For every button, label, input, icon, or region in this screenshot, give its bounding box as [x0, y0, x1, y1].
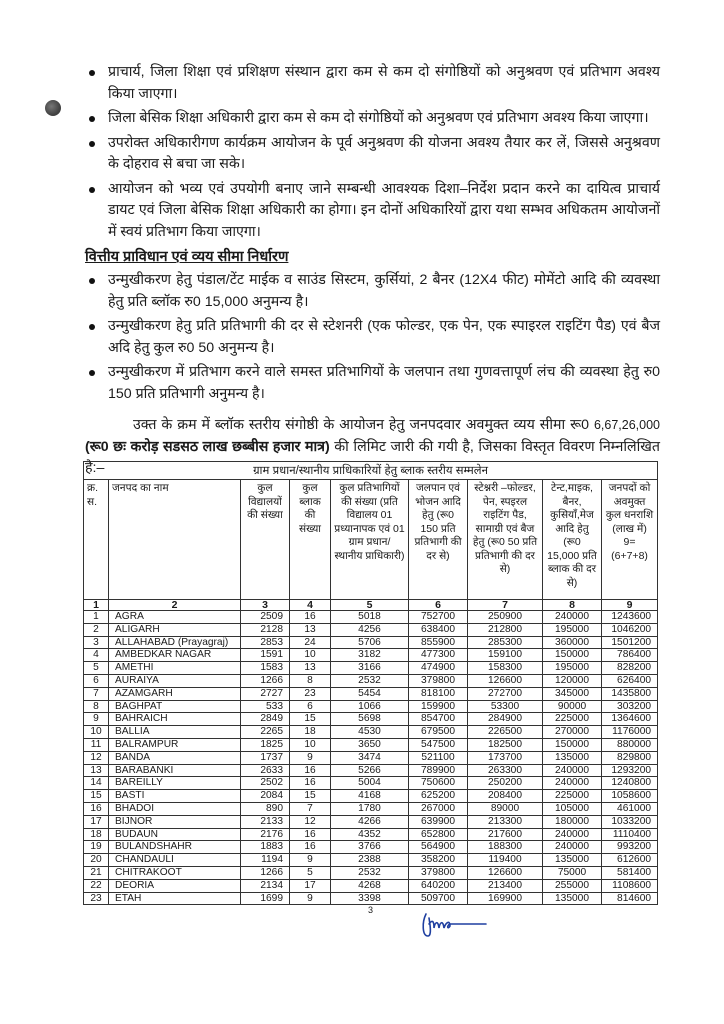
cell-tent: 240000 [543, 611, 602, 624]
cell-refreshment: 358200 [409, 854, 468, 867]
cell-blocks: 18 [290, 726, 331, 739]
cell-schools: 2133 [241, 815, 290, 828]
table-row [84, 738, 658, 751]
bullet-item: उन्मुखीकरण में प्रतिभाग करने वाले समस्त प्रतिभागियों के जलपान तथा गुणवत्तापूर्ण लंच की व्यवस्था हेतु रु0 150 प्रति प्रतिभागी अनुमन्य है। [88, 362, 660, 405]
cell-blocks: 17 [290, 879, 331, 892]
cell-stationery: 213400 [468, 879, 543, 892]
cell-stationery: 182500 [468, 738, 543, 751]
cell-participants: 2532 [331, 674, 409, 687]
cell-tent: 225000 [543, 790, 602, 803]
cell-total: 1108600 [602, 879, 658, 892]
cell-total: 993200 [602, 841, 658, 854]
cell-participants: 3166 [331, 662, 409, 675]
cell-schools: 2502 [241, 777, 290, 790]
signature-icon [420, 910, 500, 940]
cell-blocks: 23 [290, 687, 331, 700]
column-number: 3 [241, 600, 290, 611]
cell-participants: 5698 [331, 713, 409, 726]
cell-district: BUDAUN [109, 828, 241, 841]
cell-stationery: 126600 [468, 674, 543, 687]
cell-tent: 195000 [543, 623, 602, 636]
cell-participants: 4256 [331, 623, 409, 636]
table-row [84, 764, 658, 777]
cell-stationery: 285300 [468, 636, 543, 649]
cell-stationery: 213300 [468, 815, 543, 828]
cell-total: 880000 [602, 738, 658, 751]
header-stationery: स्टेश्नरी –फोल्डर, पेन, स्पइरल राइटिंग पैड, सामाग्री एवं बैज हेतु (रू0 50 प्रति प्रतिभागी की दर से) [468, 480, 543, 600]
table-row [84, 854, 658, 867]
cell-blocks: 9 [290, 751, 331, 764]
cell-blocks: 15 [290, 713, 331, 726]
cell-schools: 2853 [241, 636, 290, 649]
cell-total: 461000 [602, 802, 658, 815]
column-number: 8 [543, 600, 602, 611]
cell-refreshment: 638400 [409, 623, 468, 636]
cell-blocks: 7 [290, 802, 331, 815]
cell-district: AGRA [109, 611, 241, 624]
cell-stationery: 212800 [468, 623, 543, 636]
table-row [84, 879, 658, 892]
cell-blocks: 13 [290, 623, 331, 636]
paragraph-text: उक्त के क्रम में ब्लॉक स्तरीय संगोष्ठी के आयोजन हेतु जनपदवार अवमुक्त व्यय सीमा रू0 [133, 417, 594, 433]
cell-schools: 533 [241, 700, 290, 713]
bullet-item: प्राचार्य, जिला शिक्षा एवं प्रशिक्षण संस्थान द्वारा कम से कम दो संगोष्ठियों को अनुश्रवण एवं प्रतिभाग अवश्य किया जाएगा। [88, 62, 660, 105]
cell-district: BALLIA [109, 726, 241, 739]
cell-tent: 120000 [543, 674, 602, 687]
cell-blocks: 16 [290, 764, 331, 777]
cell-stationery: 208400 [468, 790, 543, 803]
cell-district: CHITRAKOOT [109, 866, 241, 879]
cell-tent: 135000 [543, 892, 602, 905]
cell-tent: 240000 [543, 841, 602, 854]
cell-serial: 16 [84, 802, 109, 815]
cell-total: 581400 [602, 866, 658, 879]
bullet-item: उन्मुखीकरण हेतु पंडाल/टेंट माईक व साउंड सिस्टम, कुर्सियां, 2 बैनर (12X4 फीट) मोमेंटो आदि की व्यवस्था हेतु प्रति ब्लॉक रु0 15,000 अनुमन्य है। [88, 270, 660, 313]
bullet-item: जिला बेसिक शिक्षा अधिकारी द्वारा कम से कम दो संगोष्ठियों को अनुश्रवण एवं प्रतिभाग अवश्य किया जाएगा। [88, 108, 660, 130]
cell-schools: 2633 [241, 764, 290, 777]
column-number: 9 [602, 600, 658, 611]
cell-stationery: 284900 [468, 713, 543, 726]
cell-tent: 240000 [543, 777, 602, 790]
table-row [84, 815, 658, 828]
cell-tent: 225000 [543, 713, 602, 726]
header-refreshment: जलपान एवं भोजन आदि हेतु (रू0 150 प्रति प्रतिभागी की दर से) [409, 480, 468, 600]
cell-schools: 2128 [241, 623, 290, 636]
cell-blocks: 16 [290, 828, 331, 841]
cell-serial: 11 [84, 738, 109, 751]
cell-refreshment: 639900 [409, 815, 468, 828]
cell-tent: 135000 [543, 751, 602, 764]
cell-participants: 5018 [331, 611, 409, 624]
cell-schools: 2134 [241, 879, 290, 892]
table-row [84, 649, 658, 662]
amount-figure: 6,67,26,000 [593, 418, 660, 432]
header-schools: कुल विद्यालयों की संख्या [241, 480, 290, 600]
cell-serial: 13 [84, 764, 109, 777]
cell-schools: 2509 [241, 611, 290, 624]
cell-refreshment: 267000 [409, 802, 468, 815]
cell-tent: 90000 [543, 700, 602, 713]
cell-participants: 4266 [331, 815, 409, 828]
cell-district: ALLAHABAD (Prayagraj) [109, 636, 241, 649]
cell-schools: 1194 [241, 854, 290, 867]
cell-district: AURAIYA [109, 674, 241, 687]
cell-blocks: 10 [290, 738, 331, 751]
cell-blocks: 24 [290, 636, 331, 649]
table-row [84, 674, 658, 687]
cell-refreshment: 159900 [409, 700, 468, 713]
table-row [84, 828, 658, 841]
table-row [84, 892, 658, 905]
table-header-row [84, 480, 658, 600]
cell-district: AMETHI [109, 662, 241, 675]
cell-refreshment: 379800 [409, 866, 468, 879]
cell-blocks: 15 [290, 790, 331, 803]
cell-stationery: 188300 [468, 841, 543, 854]
cell-tent: 195000 [543, 662, 602, 675]
cell-blocks: 16 [290, 611, 331, 624]
cell-tent: 240000 [543, 828, 602, 841]
cell-stationery: 250200 [468, 777, 543, 790]
cell-participants: 4352 [331, 828, 409, 841]
cell-district: BAHRAICH [109, 713, 241, 726]
cell-stationery: 159100 [468, 649, 543, 662]
cell-schools: 1825 [241, 738, 290, 751]
cell-total: 786400 [602, 649, 658, 662]
header-participants: कुल प्रतिभागियों की संख्या (प्रति विद्यालय 01 प्रध्यानापक एवं 01 ग्राम प्रधान/ स्थानीय प्राधिकारी) [331, 480, 409, 600]
cell-tent: 180000 [543, 815, 602, 828]
header-blocks: कुल ब्लाक की संख्या [290, 480, 331, 600]
cell-tent: 345000 [543, 687, 602, 700]
cell-refreshment: 854700 [409, 713, 468, 726]
cell-district: BANDA [109, 751, 241, 764]
cell-total: 303200 [602, 700, 658, 713]
cell-refreshment: 855900 [409, 636, 468, 649]
cell-total: 612600 [602, 854, 658, 867]
cell-tent: 75000 [543, 866, 602, 879]
cell-schools: 890 [241, 802, 290, 815]
cell-refreshment: 474900 [409, 662, 468, 675]
cell-district: BAREILLY [109, 777, 241, 790]
header-tent: टेन्ट,माइक, बैनर, कुसियाँ,मेज आदि हेतु (रू0 15,000 प्रति ब्लाक की दर से) [543, 480, 602, 600]
table-row [84, 636, 658, 649]
cell-stationery: 272700 [468, 687, 543, 700]
cell-participants: 2532 [331, 866, 409, 879]
cell-serial: 8 [84, 700, 109, 713]
cell-serial: 22 [84, 879, 109, 892]
cell-blocks: 9 [290, 892, 331, 905]
cell-schools: 1591 [241, 649, 290, 662]
cell-stationery: 53300 [468, 700, 543, 713]
cell-blocks: 8 [290, 674, 331, 687]
table-row [84, 790, 658, 803]
cell-stationery: 158300 [468, 662, 543, 675]
cell-tent: 150000 [543, 738, 602, 751]
cell-participants: 5706 [331, 636, 409, 649]
cell-total: 626400 [602, 674, 658, 687]
cell-total: 1176000 [602, 726, 658, 739]
cell-schools: 2849 [241, 713, 290, 726]
cell-participants: 3650 [331, 738, 409, 751]
cell-tent: 150000 [543, 649, 602, 662]
cell-total: 1046200 [602, 623, 658, 636]
cell-stationery: 226500 [468, 726, 543, 739]
bullet-item: उन्मुखीकरण हेतु प्रति प्रतिभागी की दर से स्टेशनरी (एक फोल्डर, एक पेन, एक स्पाइरल राइटिंग पैड) एवं बैज अदि हेतु कुल रु0 50 अनुमन्य है। [88, 316, 660, 359]
cell-participants: 1780 [331, 802, 409, 815]
cell-stationery: 250900 [468, 611, 543, 624]
cell-tent: 105000 [543, 802, 602, 815]
cell-blocks: 16 [290, 841, 331, 854]
bullet-item: आयोजन को भव्य एवं उपयोगी बनाए जाने सम्बन्धी आवश्यक दिशा–निर्देश प्रदान करने का दायित्व प्राचार्य डायट एवं जिला बेसिक शिक्षा अधिकारी का होगा। इन दोनों अधिकारियों द्वारा यथा सम्भव अधिकतम आयोजनों में स्वयं प्रतिभाग किया जाएगा। [88, 179, 660, 244]
column-number: 6 [409, 600, 468, 611]
cell-serial: 14 [84, 777, 109, 790]
table-row [84, 777, 658, 790]
cell-stationery: 263300 [468, 764, 543, 777]
bullet-item: उपरोक्त अधिकारीगण कार्यक्रम आयोजन के पूर्व अनुश्रवण की योजना अवश्य तैयार कर लें, जिससे अनुश्रवण के दोहराव से बचा जा सके। [88, 133, 660, 176]
cell-refreshment: 521100 [409, 751, 468, 764]
cell-tent: 360000 [543, 636, 602, 649]
cell-refreshment: 750600 [409, 777, 468, 790]
cell-total: 1058600 [602, 790, 658, 803]
cell-serial: 4 [84, 649, 109, 662]
cell-serial: 1 [84, 611, 109, 624]
table-row [84, 751, 658, 764]
cell-serial: 15 [84, 790, 109, 803]
column-number: 7 [468, 600, 543, 611]
cell-district: ETAH [109, 892, 241, 905]
column-number: 1 [84, 600, 109, 611]
cell-serial: 6 [84, 674, 109, 687]
cell-total: 1240800 [602, 777, 658, 790]
cell-blocks: 10 [290, 649, 331, 662]
cell-blocks: 16 [290, 777, 331, 790]
cell-stationery: 217600 [468, 828, 543, 841]
cell-stationery: 173700 [468, 751, 543, 764]
cell-stationery: 169900 [468, 892, 543, 905]
cell-participants: 4268 [331, 879, 409, 892]
cell-participants: 5266 [331, 764, 409, 777]
cell-refreshment: 547500 [409, 738, 468, 751]
cell-stationery: 89000 [468, 802, 543, 815]
page-number: 3 [368, 905, 374, 915]
cell-blocks: 5 [290, 866, 331, 879]
cell-participants: 4168 [331, 790, 409, 803]
cell-refreshment: 789900 [409, 764, 468, 777]
cell-participants: 2388 [331, 854, 409, 867]
cell-serial: 18 [84, 828, 109, 841]
cell-schools: 1266 [241, 674, 290, 687]
cell-total: 1243600 [602, 611, 658, 624]
cell-serial: 19 [84, 841, 109, 854]
cell-participants: 1066 [331, 700, 409, 713]
cell-refreshment: 640200 [409, 879, 468, 892]
column-number-row [84, 600, 658, 611]
table-row [84, 687, 658, 700]
cell-total: 1033200 [602, 815, 658, 828]
cell-total: 1110400 [602, 828, 658, 841]
header-serial: क्र. स. [84, 480, 109, 600]
cell-district: AZAMGARH [109, 687, 241, 700]
cell-schools: 1737 [241, 751, 290, 764]
cell-refreshment: 818100 [409, 687, 468, 700]
cell-serial: 3 [84, 636, 109, 649]
document-body [85, 62, 661, 488]
cell-refreshment: 625200 [409, 790, 468, 803]
monitoring-bullets [88, 62, 660, 243]
cell-district: DEORIA [109, 879, 241, 892]
cell-total: 828200 [602, 662, 658, 675]
cell-tent: 135000 [543, 854, 602, 867]
cell-serial: 10 [84, 726, 109, 739]
cell-district: CHANDAULI [109, 854, 241, 867]
cell-schools: 2084 [241, 790, 290, 803]
amount-in-words: (रू0 छः करोड़ सडसठ लाख छब्बीस हजार मात्र) [85, 438, 330, 455]
cell-total: 829800 [602, 751, 658, 764]
table-row [84, 841, 658, 854]
column-number: 5 [331, 600, 409, 611]
cell-refreshment: 564900 [409, 841, 468, 854]
cell-total: 1364600 [602, 713, 658, 726]
cell-participants: 3398 [331, 892, 409, 905]
cell-schools: 1699 [241, 892, 290, 905]
finance-bullets [88, 270, 660, 405]
cell-serial: 23 [84, 892, 109, 905]
table-row [84, 623, 658, 636]
cell-serial: 9 [84, 713, 109, 726]
cell-tent: 270000 [543, 726, 602, 739]
cell-district: BALRAMPUR [109, 738, 241, 751]
cell-blocks: 9 [290, 854, 331, 867]
cell-schools: 2176 [241, 828, 290, 841]
cell-serial: 20 [84, 854, 109, 867]
cell-tent: 240000 [543, 764, 602, 777]
cell-refreshment: 652800 [409, 828, 468, 841]
column-number: 4 [290, 600, 331, 611]
district-budget-table [83, 461, 658, 905]
cell-schools: 1883 [241, 841, 290, 854]
cell-district: BHADOI [109, 802, 241, 815]
cell-schools: 2265 [241, 726, 290, 739]
cell-schools: 2727 [241, 687, 290, 700]
cell-total: 1293200 [602, 764, 658, 777]
cell-schools: 1583 [241, 662, 290, 675]
cell-total: 1501200 [602, 636, 658, 649]
cell-refreshment: 679500 [409, 726, 468, 739]
table-caption: ग्राम प्रधान/स्थानीय प्राधिकारियों हेतु ब्लाक स्तरीय सम्मलेन [84, 462, 658, 480]
table-body [84, 611, 658, 905]
cell-participants: 5004 [331, 777, 409, 790]
table-row [84, 700, 658, 713]
cell-tent: 255000 [543, 879, 602, 892]
cell-participants: 4530 [331, 726, 409, 739]
cell-participants: 5454 [331, 687, 409, 700]
cell-district: AMBEDKAR NAGAR [109, 649, 241, 662]
cell-participants: 3182 [331, 649, 409, 662]
cell-participants: 3474 [331, 751, 409, 764]
table-row [84, 866, 658, 879]
cell-blocks: 12 [290, 815, 331, 828]
cell-serial: 17 [84, 815, 109, 828]
cell-serial: 21 [84, 866, 109, 879]
section-heading: वित्तीय प्राविधान एवं व्यय सीमा निर्धारण [85, 249, 289, 265]
cell-blocks: 6 [290, 700, 331, 713]
cell-refreshment: 752700 [409, 611, 468, 624]
cell-serial: 12 [84, 751, 109, 764]
column-number: 2 [109, 600, 241, 611]
table-row [84, 726, 658, 739]
cell-district: BASTI [109, 790, 241, 803]
cell-district: ALIGARH [109, 623, 241, 636]
cell-refreshment: 379800 [409, 674, 468, 687]
paragraph-text: की लिमिट जारी की गयी है, जिसका विस्तृत विवरण निम्नलिखित है:– [85, 438, 661, 476]
punch-hole [45, 100, 61, 116]
cell-district: BULANDSHAHR [109, 841, 241, 854]
table-row [84, 662, 658, 675]
cell-schools: 1266 [241, 866, 290, 879]
cell-serial: 5 [84, 662, 109, 675]
header-district: जनपद का नाम [109, 480, 241, 600]
cell-refreshment: 477300 [409, 649, 468, 662]
cell-refreshment: 509700 [409, 892, 468, 905]
table-row [84, 802, 658, 815]
cell-stationery: 126600 [468, 866, 543, 879]
cell-blocks: 13 [290, 662, 331, 675]
table-row [84, 713, 658, 726]
cell-district: BAGHPAT [109, 700, 241, 713]
cell-district: BIJNOR [109, 815, 241, 828]
table-row [84, 611, 658, 624]
cell-participants: 3766 [331, 841, 409, 854]
cell-total: 1435800 [602, 687, 658, 700]
cell-district: BARABANKI [109, 764, 241, 777]
header-total: जनपदों को अवमुक्त कुल धनराशि (लाख में) 9= (6+7+8) [602, 480, 658, 600]
cell-serial: 2 [84, 623, 109, 636]
cell-stationery: 119400 [468, 854, 543, 867]
cell-serial: 7 [84, 687, 109, 700]
cell-total: 814600 [602, 892, 658, 905]
